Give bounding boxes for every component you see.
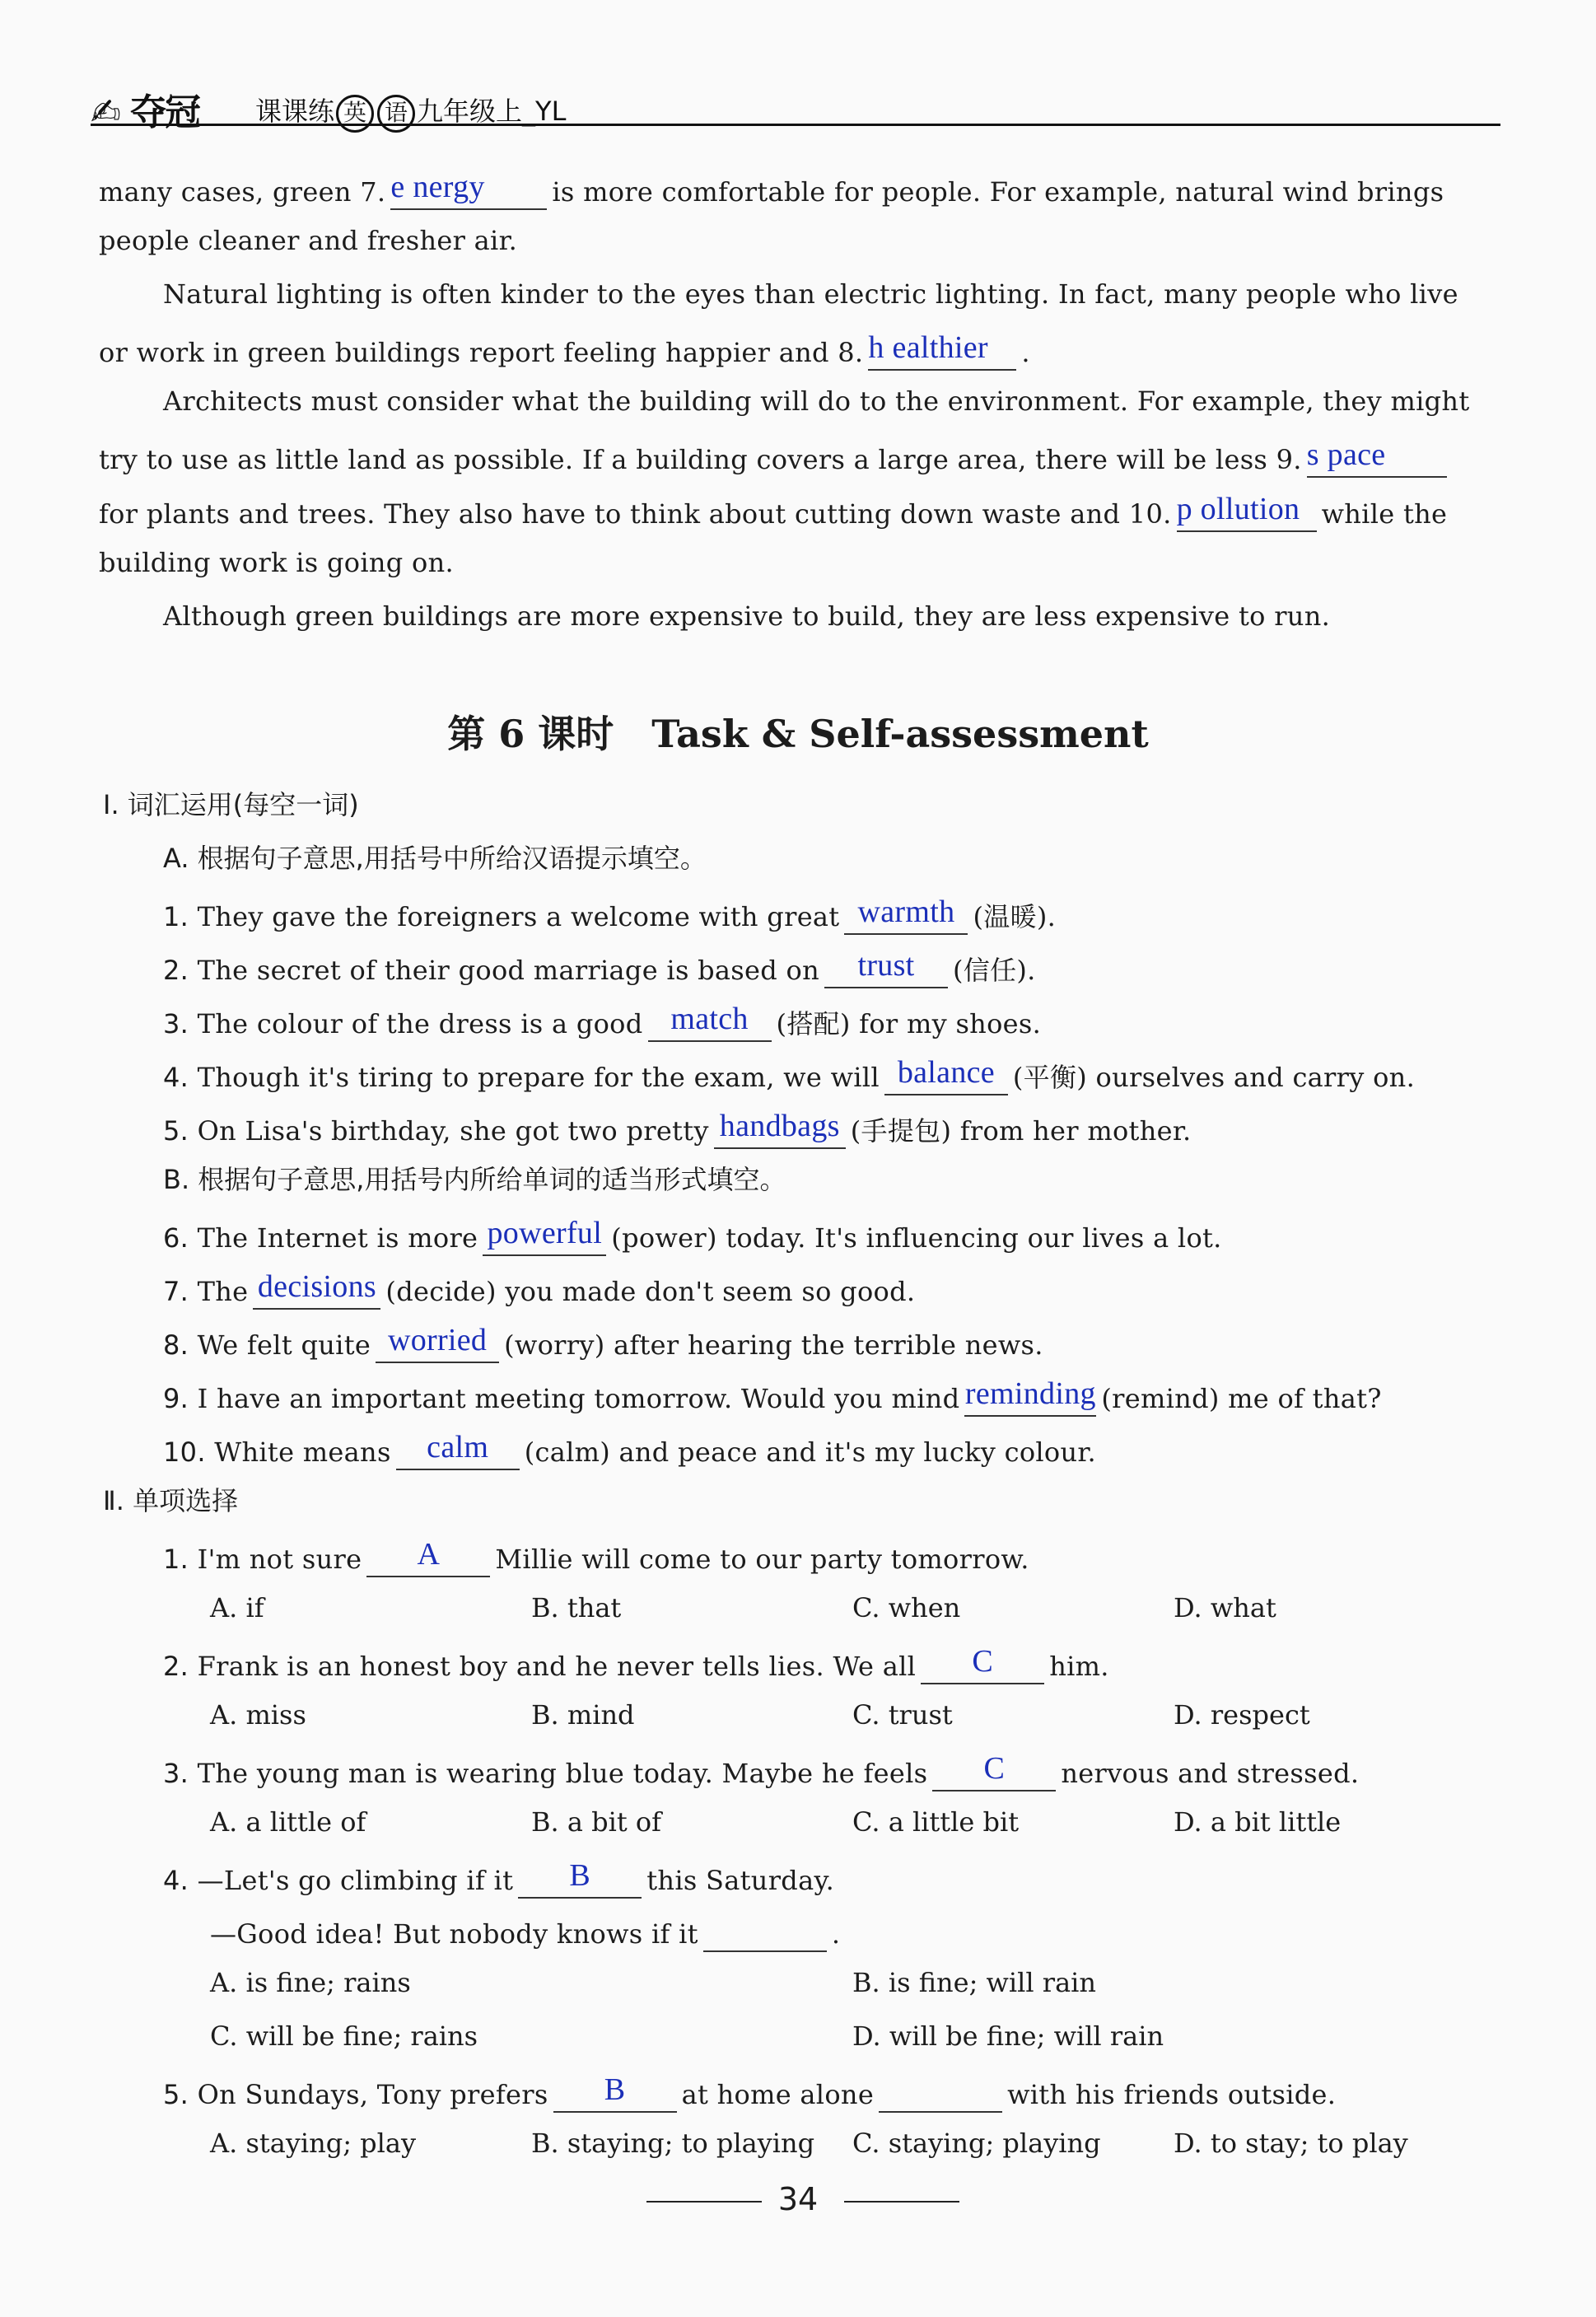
answer-blank[interactable]	[879, 2072, 1002, 2113]
answer-blank[interactable]: balance	[884, 1054, 1008, 1095]
answer-blank[interactable]: trust	[824, 947, 948, 988]
option-d[interactable]: D. a bit little	[1174, 1806, 1342, 1838]
passage-line: Architects must consider what the building will do to the environment. For example, they might	[163, 385, 1470, 417]
mc-question-4: 4. —Let's go climbing if it B this Saturday.	[163, 1857, 834, 1899]
page-number-rule-right	[844, 2201, 959, 2203]
mc-question-4-line-2: —Good idea! But nobody knows if it .	[210, 1911, 840, 1952]
mc-question-5: 5. On Sundays, Tony prefers B at home alone with his friends outside.	[163, 2072, 1336, 2113]
answer-blank-9[interactable]: s pace	[1307, 437, 1447, 478]
option-d[interactable]: D. to stay; to play	[1174, 2128, 1408, 2159]
vocab-item-9: 9. I have an important meeting tomorrow. Would you mind reminding (remind) me of that?	[163, 1376, 1382, 1417]
section-1-heading: Ⅰ. 词汇运用(每空一词)	[103, 789, 359, 820]
answer-blank[interactable]: handbags	[714, 1108, 846, 1149]
passage-line: try to use as little land as possible. If a building covers a large area, there will be less 9. s pace	[99, 437, 1452, 478]
mc-question-2: 2. Frank is an honest boy and he never tells lies. We all C him.	[163, 1643, 1109, 1684]
option-b[interactable]: B. staying; to playing	[531, 2128, 815, 2159]
option-c[interactable]: C. a little bit	[852, 1806, 1020, 1838]
passage-line: building work is going on.	[99, 547, 454, 578]
option-b[interactable]: B. a bit of	[531, 1806, 661, 1838]
answer-blank-8[interactable]: h ealthier	[868, 329, 1016, 371]
vocab-item-3: 3. The colour of the dress is a good match (搭配) for my shoes.	[163, 1001, 1041, 1042]
option-d[interactable]: D. what	[1174, 1592, 1276, 1623]
brand-logo: ✍ 夺冠	[91, 91, 200, 133]
lesson-title: 第 6 课时 Task & Self-assessment	[447, 712, 1149, 756]
answer-blank[interactable]: reminding	[964, 1376, 1096, 1417]
passage-line: people cleaner and fresher air.	[99, 225, 518, 256]
subject-circle-1: 英	[336, 95, 374, 133]
vocab-item-8: 8. We felt quite worried (worry) after hearing the terrible news.	[163, 1322, 1043, 1363]
option-c[interactable]: C. trust	[852, 1699, 953, 1731]
page-number: 34	[777, 2181, 819, 2217]
option-a[interactable]: A. miss	[210, 1699, 306, 1731]
part-b-instruction: B. 根据句子意思,用括号内所给单词的适当形式填空。	[163, 1164, 786, 1195]
option-a[interactable]: A. if	[210, 1592, 264, 1623]
answer-blank-10[interactable]: p ollution	[1177, 491, 1317, 532]
passage-line: Natural lighting is often kinder to the eyes than electric lighting. In fact, many people who live	[163, 278, 1458, 310]
book-subtitle: 课课练 英 语 九年级上_YL	[255, 91, 566, 133]
passage-line: for plants and trees. They also have to think about cutting down waste and 10. p ollution while the	[99, 491, 1447, 532]
passage-line: or work in green buildings report feeling happier and 8. h ealthier .	[99, 329, 1030, 371]
option-d[interactable]: D. will be fine; will rain	[852, 2020, 1164, 2052]
answer-blank[interactable]: decisions	[253, 1268, 380, 1310]
answer-blank[interactable]: warmth	[844, 894, 968, 935]
option-b[interactable]: B. that	[531, 1592, 622, 1623]
answer-blank-7[interactable]: e nergy	[390, 169, 547, 210]
mc-question-1: 1. I'm not sure A Millie will come to our party tomorrow.	[163, 1536, 1029, 1577]
option-d[interactable]: D. respect	[1174, 1699, 1310, 1731]
option-c[interactable]: C. when	[852, 1592, 961, 1623]
option-c[interactable]: C. staying; playing	[852, 2128, 1101, 2159]
option-a[interactable]: A. staying; play	[210, 2128, 417, 2159]
answer-blank[interactable]: calm	[396, 1429, 520, 1470]
option-b[interactable]: B. mind	[531, 1699, 635, 1731]
answer-blank[interactable]	[703, 1911, 827, 1952]
vocab-item-2: 2. The secret of their good marriage is based on trust (信任).	[163, 947, 1036, 988]
answer-blank[interactable]: powerful	[483, 1215, 606, 1256]
vocab-item-10: 10. White means calm (calm) and peace and it's my lucky colour.	[163, 1429, 1096, 1470]
header-rule	[91, 124, 1500, 126]
passage-line: many cases, green 7. e nergy is more comfortable for people. For example, natural wind brings	[99, 169, 1444, 210]
answer-blank[interactable]: C	[921, 1643, 1044, 1684]
vocab-item-6: 6. The Internet is more powerful (power) today. It's influencing our lives a lot.	[163, 1215, 1222, 1256]
option-a[interactable]: A. a little of	[210, 1806, 366, 1838]
vocab-item-7: 7. The decisions (decide) you made don't seem so good.	[163, 1268, 915, 1310]
vocab-item-4: 4. Though it's tiring to prepare for the exam, we will balance (平衡) ourselves and carry on.	[163, 1054, 1415, 1095]
mc-question-3: 3. The young man is wearing blue today. Maybe he feels C nervous and stressed.	[163, 1750, 1359, 1791]
answer-blank[interactable]: worried	[376, 1322, 499, 1363]
part-a-instruction: A. 根据句子意思,用括号中所给汉语提示填空。	[163, 843, 707, 874]
section-2-heading: Ⅱ. 单项选择	[103, 1485, 239, 1516]
subject-circle-2: 语	[377, 95, 415, 133]
vocab-item-1: 1. They gave the foreigners a welcome with great warmth (温暖).	[163, 894, 1056, 935]
passage-line: Although green buildings are more expensive to build, they are less expensive to run.	[163, 600, 1331, 632]
vocab-item-5: 5. On Lisa's birthday, she got two pretty handbags (手提包) from her mother.	[163, 1108, 1191, 1149]
option-b[interactable]: B. is fine; will rain	[852, 1967, 1097, 1998]
answer-blank[interactable]: A	[366, 1536, 490, 1577]
answer-blank[interactable]: B	[518, 1857, 642, 1899]
option-a[interactable]: A. is fine; rains	[210, 1967, 411, 1998]
answer-blank[interactable]: C	[932, 1750, 1056, 1791]
option-c[interactable]: C. will be fine; rains	[210, 2020, 478, 2052]
answer-blank[interactable]: B	[553, 2072, 677, 2113]
answer-blank[interactable]: match	[648, 1001, 772, 1042]
